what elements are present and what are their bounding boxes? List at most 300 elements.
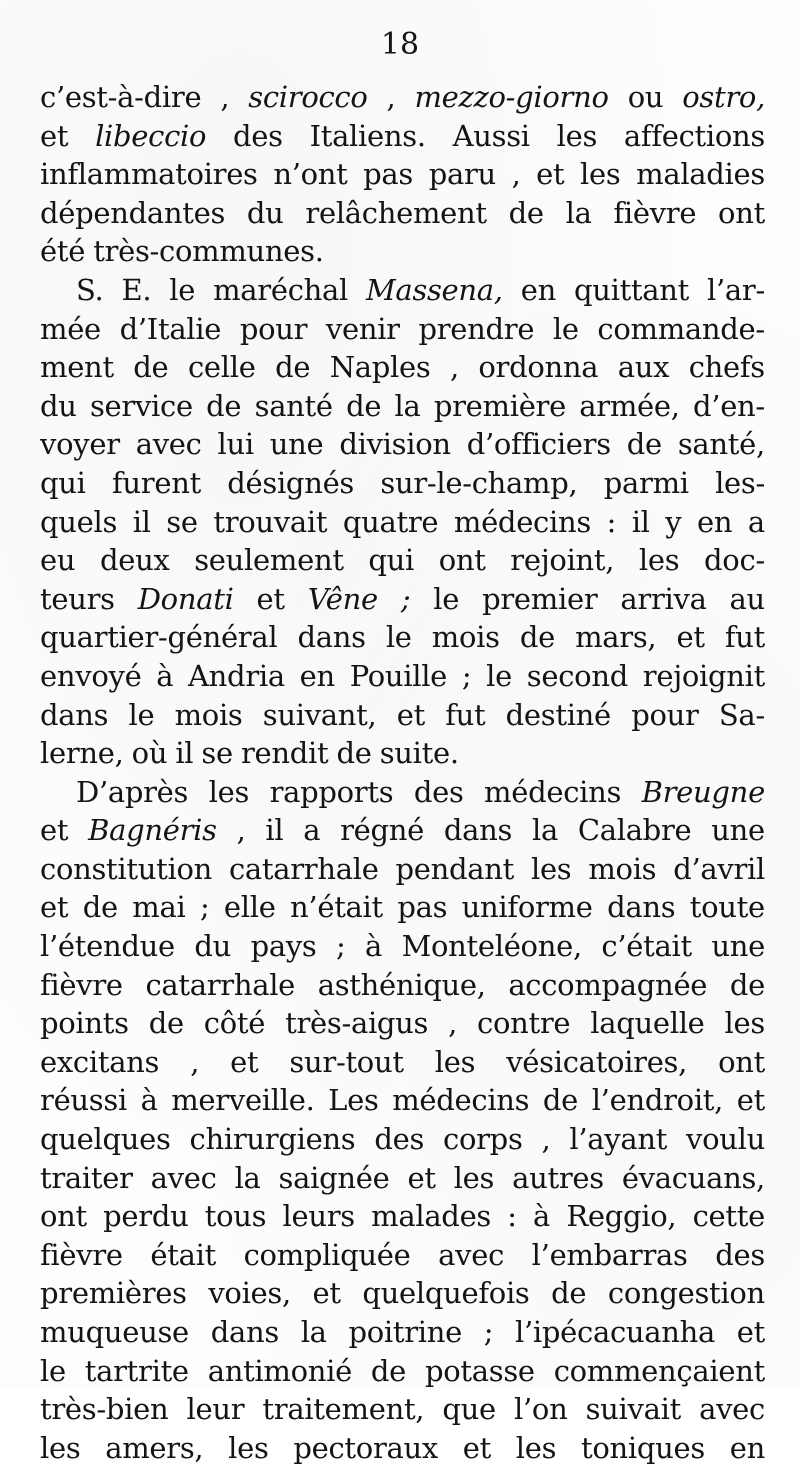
word: du: [40, 388, 77, 423]
word: en: [696, 504, 733, 539]
text-line: [40, 194, 765, 233]
word: mée: [40, 311, 101, 346]
word: traiter: [40, 1160, 133, 1195]
word: rapports: [269, 774, 394, 809]
word: ,: [449, 350, 459, 385]
word: les: [556, 118, 598, 153]
word: pour: [239, 311, 308, 346]
word: leurs: [282, 1199, 355, 1234]
word: ;: [461, 658, 472, 693]
word: :: [507, 1199, 517, 1234]
word: S.: [76, 272, 104, 307]
word: ment: [40, 350, 114, 385]
word: potasse: [424, 1353, 535, 1388]
word: a: [747, 504, 765, 539]
word: que: [442, 1392, 496, 1427]
text-line: [40, 78, 765, 117]
text-line: [40, 1197, 765, 1236]
word: et: [736, 1315, 765, 1349]
word: médecins: [392, 1083, 530, 1118]
word: ordonna: [478, 350, 599, 385]
word: voies,: [208, 1276, 291, 1311]
word: il: [631, 504, 650, 539]
word: de: [275, 350, 311, 385]
word: commande-: [597, 311, 765, 346]
word: des: [715, 1237, 765, 1272]
word: pendant: [395, 851, 515, 886]
word: contre: [477, 1006, 571, 1041]
word: de: [133, 350, 169, 385]
word: constitution: [40, 851, 212, 886]
word: dans: [210, 1315, 279, 1349]
word: c’est-à-dire: [40, 80, 202, 114]
word: il: [175, 736, 194, 771]
word: très-aigus: [285, 1006, 429, 1041]
word: excitans: [40, 1044, 160, 1079]
word: réussi: [40, 1083, 127, 1118]
word: ,: [236, 813, 246, 848]
word: santé: [254, 388, 333, 423]
word: laquelle: [590, 1006, 705, 1041]
word: amers,: [105, 1430, 204, 1465]
word: accompagnée: [508, 967, 708, 1002]
word: pectoraux: [293, 1430, 438, 1465]
word: les: [580, 157, 621, 192]
word: corps: [443, 1122, 523, 1157]
word: quartier-général: [40, 620, 278, 655]
word: ont: [438, 543, 486, 578]
word: toniques: [580, 1430, 705, 1465]
word: qui: [40, 465, 86, 500]
word: asthénique,: [317, 967, 486, 1002]
word: l’ipécacuanha: [515, 1315, 715, 1349]
word: en: [729, 1430, 765, 1465]
word: les: [453, 1160, 495, 1195]
text-line: [40, 232, 765, 271]
word: malades: [371, 1199, 492, 1234]
word: à: [365, 929, 383, 964]
word: ostro,: [682, 80, 765, 114]
word: de: [729, 967, 765, 1002]
word: était: [150, 1237, 216, 1272]
word: Bagnéris: [88, 813, 217, 848]
word: été: [40, 234, 86, 269]
word: rendit: [240, 736, 329, 771]
word: pays: [250, 929, 317, 964]
word: E.: [121, 272, 152, 307]
word: et: [256, 581, 285, 616]
word: deux: [99, 543, 170, 578]
word: quels: [40, 504, 118, 539]
word: ,: [190, 1044, 200, 1079]
word: et: [536, 157, 565, 192]
word: lui: [217, 427, 254, 462]
word: en: [520, 272, 556, 307]
text-line: [40, 387, 765, 426]
word: vésicatoires,: [506, 1044, 688, 1079]
text-line: [40, 927, 765, 966]
word: trouvait: [213, 504, 328, 539]
word: affections: [623, 118, 765, 153]
word: Pouille: [349, 658, 448, 693]
word: la: [532, 813, 558, 848]
word: dépendantes: [40, 195, 226, 230]
word: d’avril: [673, 851, 765, 886]
word: dans: [443, 813, 513, 848]
word: régné: [340, 813, 425, 848]
word: suite.: [379, 736, 459, 771]
text-line: [40, 888, 765, 927]
text-line: [40, 1274, 765, 1313]
text-line: [40, 310, 765, 349]
word: avec: [150, 1160, 217, 1195]
word: saignée: [278, 1160, 390, 1195]
word: très-bien: [40, 1392, 169, 1427]
word: et: [40, 890, 69, 925]
word: du: [194, 929, 232, 964]
word: toute: [689, 890, 765, 925]
word: sur-le-champ,: [380, 465, 578, 500]
word: voulu: [686, 1122, 765, 1157]
word: l’embarras: [531, 1237, 688, 1272]
text-line: [40, 734, 765, 773]
word: muqueuse: [40, 1315, 189, 1349]
word: perdu: [103, 1199, 189, 1234]
word: qui: [368, 543, 414, 578]
word: les: [724, 1006, 765, 1041]
word: Calabre: [577, 813, 692, 848]
word: le: [552, 311, 579, 346]
word: la: [234, 1160, 261, 1195]
word: l’étendue: [40, 929, 175, 964]
word: ou: [627, 80, 664, 114]
page-number: 18: [380, 27, 420, 62]
word: arriva: [620, 581, 707, 616]
word: ont: [40, 1199, 87, 1234]
word: et: [736, 1083, 765, 1118]
text-line: [40, 1236, 765, 1275]
word: ,: [511, 157, 521, 192]
word: prendre: [418, 311, 535, 346]
word: fièvre: [613, 195, 697, 230]
word: de: [626, 427, 662, 462]
word: premières: [40, 1276, 187, 1311]
word: mois: [431, 620, 500, 655]
word: compliquée: [243, 1237, 411, 1272]
word: quatre: [342, 504, 439, 539]
word: où: [131, 736, 168, 771]
word: Sa-: [718, 697, 765, 732]
text-line: [40, 811, 765, 850]
word: et: [312, 1276, 341, 1311]
word: les: [228, 1430, 269, 1465]
word: des: [233, 118, 283, 153]
word: d’Italie: [119, 311, 222, 346]
text-line: [40, 1313, 765, 1352]
word: envoyé: [40, 658, 142, 693]
word: à: [156, 658, 174, 693]
text-line: [40, 850, 765, 889]
word: une: [711, 813, 765, 848]
word: le: [128, 697, 155, 732]
word: à: [140, 1083, 158, 1118]
word: évacuans,: [621, 1160, 765, 1195]
word: Les: [328, 1083, 379, 1118]
word: ;: [483, 1315, 494, 1349]
text-line: [40, 966, 765, 1005]
word: côté: [203, 1006, 266, 1041]
word: à: [533, 1199, 551, 1234]
word: d’officiers: [466, 427, 611, 462]
word: de: [82, 890, 118, 925]
word: chefs: [688, 350, 765, 385]
word: médecins: [453, 504, 591, 539]
word: teurs: [40, 581, 115, 616]
word: Italiens.: [309, 118, 426, 153]
word: Reggio,: [566, 1199, 677, 1234]
word: mai: [132, 890, 186, 925]
text-line: [40, 1081, 765, 1120]
word: il: [132, 504, 151, 539]
word: l’ayant: [569, 1122, 668, 1157]
word: Andria: [188, 658, 285, 693]
word: a: [303, 813, 321, 848]
text-line: [40, 541, 765, 580]
word: rejoint,: [510, 543, 615, 578]
word: le: [385, 620, 412, 655]
word: points: [40, 1006, 129, 1041]
word: dans: [607, 890, 676, 925]
word: congestion: [607, 1276, 765, 1311]
word: inflammatoires: [40, 157, 258, 192]
word: premier: [482, 581, 598, 616]
text-line: [40, 773, 765, 812]
word: seulement: [194, 543, 344, 578]
word: cette: [692, 1199, 765, 1234]
word: d’en-: [693, 388, 765, 423]
word: fièvre: [40, 1237, 123, 1272]
word: de: [370, 1353, 407, 1388]
word: l’on: [514, 1392, 568, 1427]
word: de: [551, 1276, 587, 1311]
word: c’était: [601, 929, 692, 964]
word: service: [89, 388, 193, 423]
word: suivant,: [262, 697, 377, 732]
word: dans: [297, 620, 366, 655]
word: Monteléone,: [401, 929, 582, 964]
word: se: [166, 504, 198, 539]
word: catarrhale: [145, 967, 296, 1002]
word: de: [346, 388, 382, 423]
word: la: [394, 388, 421, 423]
word: voyer: [40, 427, 120, 462]
word: pour: [631, 697, 699, 732]
word: venir: [325, 311, 400, 346]
word: fut: [445, 697, 486, 732]
word: fièvre: [40, 967, 123, 1002]
word: parmi: [603, 465, 689, 500]
word: santé,: [677, 427, 765, 462]
word: suivait: [585, 1392, 681, 1427]
word: eu: [40, 543, 76, 578]
word: relâchement: [305, 195, 487, 230]
word: le: [486, 658, 512, 693]
word: les-: [715, 465, 765, 500]
word: division: [339, 427, 451, 462]
word: elle: [223, 890, 276, 925]
word: armée,: [579, 388, 680, 423]
word: maréchal: [213, 272, 348, 307]
word: ont: [718, 1044, 765, 1079]
word: et: [396, 697, 425, 732]
word: quelques: [40, 1122, 171, 1157]
word: destiné: [505, 697, 611, 732]
word: Vêne: [307, 581, 378, 616]
text-line: [40, 618, 765, 657]
text-line: [40, 580, 765, 619]
text-line: [40, 696, 765, 735]
word: fut: [724, 620, 765, 655]
word: les: [208, 774, 250, 809]
word: uniforme: [461, 890, 593, 925]
text-line: [40, 271, 765, 310]
word: D’après: [76, 774, 189, 809]
word: et: [230, 1044, 259, 1079]
word: merveille.: [171, 1083, 315, 1118]
word: dans: [40, 697, 109, 732]
word: et: [676, 620, 705, 655]
word: le: [433, 581, 460, 616]
text-line: [40, 503, 765, 542]
text-line: [40, 1004, 765, 1043]
word: ,: [541, 1122, 551, 1157]
text-line: [40, 657, 765, 696]
word: quelquefois: [362, 1276, 530, 1311]
word: lerne,: [40, 736, 124, 771]
word: mois: [174, 697, 243, 732]
word: très-communes.: [93, 234, 324, 269]
word: le: [169, 272, 196, 307]
word: second: [526, 658, 628, 693]
word: de: [206, 388, 242, 423]
word: tous: [204, 1199, 267, 1234]
word: les: [434, 1044, 476, 1079]
word: et: [40, 118, 69, 153]
word: de: [148, 1006, 184, 1041]
word: et: [462, 1430, 491, 1465]
word: paru: [428, 157, 496, 192]
word: la: [565, 195, 592, 230]
text-line: [40, 1352, 765, 1391]
word: libeccio: [95, 118, 207, 153]
word: les: [530, 851, 572, 886]
word: pas: [363, 157, 414, 192]
text-line: [40, 1390, 765, 1429]
word: en: [299, 658, 335, 693]
word: et: [40, 813, 69, 848]
word: poitrine: [348, 1315, 462, 1349]
text-line: [40, 1120, 765, 1159]
word: l’endroit,: [591, 1083, 724, 1118]
word: une: [269, 427, 324, 462]
word: et: [407, 1160, 436, 1195]
word: de: [542, 1083, 579, 1118]
text-line: [40, 1429, 765, 1467]
word: médecins: [484, 774, 622, 809]
word: n’ont: [273, 157, 348, 192]
text-line: [40, 155, 765, 194]
word: ;: [199, 890, 210, 925]
text-line: [40, 348, 765, 387]
word: tartrite: [84, 1353, 189, 1388]
word: les: [515, 1430, 557, 1465]
word: autres: [512, 1160, 604, 1195]
word: des: [374, 1122, 425, 1157]
word: se: [201, 736, 233, 771]
word: ;: [400, 581, 411, 616]
word: le: [40, 1353, 66, 1388]
word: antimonié: [207, 1353, 352, 1388]
word: celle: [187, 350, 256, 385]
word: de: [336, 736, 372, 771]
word: Naples: [329, 350, 431, 385]
word: de: [508, 195, 544, 230]
word: commençaient: [553, 1353, 765, 1388]
word: furent: [111, 465, 201, 500]
word: Donati: [137, 581, 234, 616]
word: l’ar-: [707, 272, 765, 307]
word: avec: [699, 1392, 765, 1427]
word: des: [413, 774, 464, 809]
word: avec: [135, 427, 202, 462]
word: la: [300, 1315, 327, 1349]
word: Massena,: [366, 272, 503, 307]
word: mars,: [575, 620, 657, 655]
word: au: [729, 581, 765, 616]
word: maladies: [636, 157, 765, 192]
word: doc-: [704, 543, 765, 578]
text-line: [40, 464, 765, 503]
word: pas: [397, 890, 448, 925]
word: y: [665, 504, 682, 539]
word: mois: [588, 851, 657, 886]
word: mezzo-giorno: [414, 80, 609, 114]
word: ;: [336, 929, 346, 964]
word: ,: [386, 80, 396, 114]
word: catarrhale: [228, 851, 379, 886]
word: quittant: [573, 272, 689, 307]
word: de: [519, 620, 555, 655]
word: n’était: [290, 890, 383, 925]
word: les: [40, 1430, 81, 1465]
word: rejoignit: [642, 658, 765, 693]
text-line: [40, 1159, 765, 1198]
word: Breugne: [641, 774, 765, 809]
word: avec: [438, 1237, 505, 1272]
word: Aussi: [452, 118, 530, 153]
word: du: [246, 195, 284, 230]
body-text: [40, 78, 765, 1467]
word: traitement,: [262, 1392, 425, 1427]
word: il: [265, 813, 284, 848]
text-line: [40, 117, 765, 156]
word: aux: [617, 350, 670, 385]
word: une: [711, 929, 765, 964]
word: chirurgiens: [189, 1122, 356, 1157]
word: ,: [448, 1006, 458, 1041]
word: :: [606, 504, 617, 539]
text-line: [40, 425, 765, 464]
